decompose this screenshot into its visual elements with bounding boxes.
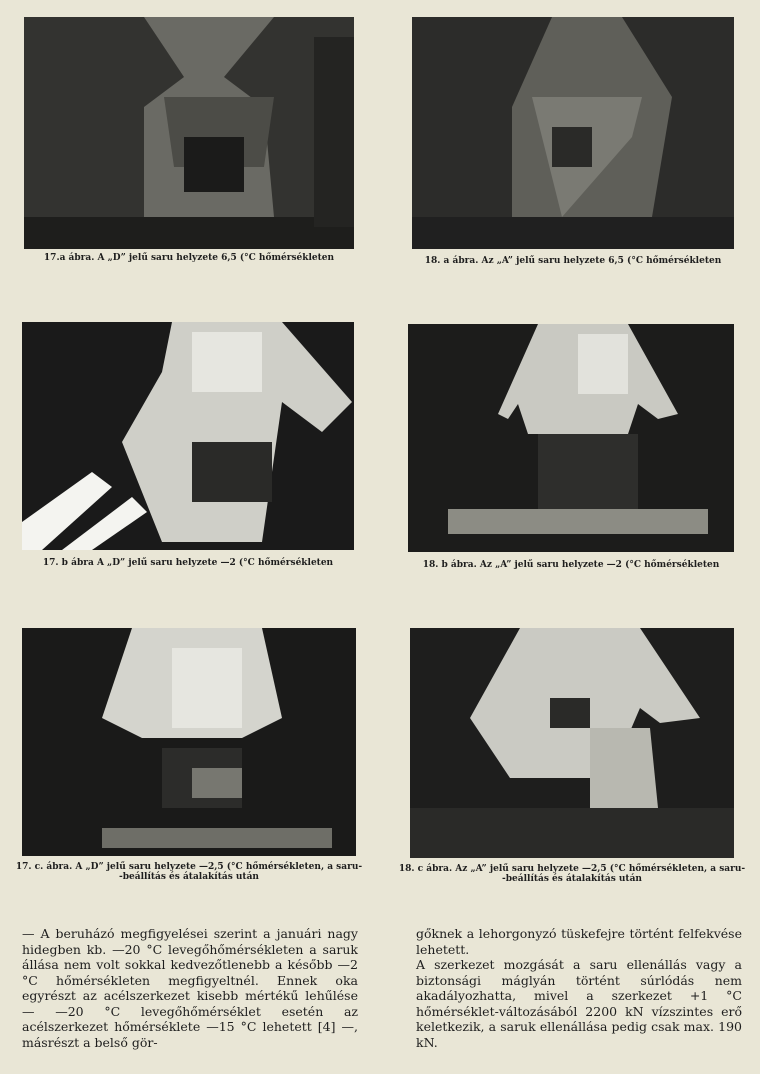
caption-line: 17. b ábra A „D” jelű saru helyzete —2 (°C hőmérsékleten — [42, 558, 334, 568]
figure-18b-caption — [408, 560, 734, 570]
figure-17c-photo — [22, 628, 356, 856]
body-text-left-column — [22, 926, 358, 1050]
figure-18b-photo — [408, 324, 734, 552]
paragraph: — A beruházó megfigyelései szerint a januári nagy hidegben kb. —20 °C levegőhőmérsékleten a saruk állása nem volt sokkal kedvezőtlenebb a később —2 °C hőmérsékleten megfigyeltnél. Ennek oka egyrészt az acélszerkezet kisebb mértékű lehűlése — —20 °C levegőhőmérséklet esetén az acélszerkezet hőmérséklete —15 °C lehetett [4] —, másrészt a belső gör- — [22, 926, 358, 1050]
caption-line: 18. b ábra. Az „A” jelű saru helyzete —2 (°C hőmérsékleten — [422, 560, 720, 570]
body-text-right-column — [416, 926, 742, 1050]
caption-line: -beállítás és átalakítás után — [502, 874, 642, 884]
caption-line: 17. c. ábra. A „D” jelű saru helyzete —2,5 (°C hőmérsékleten, a saru- — [15, 862, 363, 872]
paragraph: gőknek a lehorgonyzó tüskefejre történt felfekvése lehetett. — [416, 926, 742, 957]
caption-line: 18. a ábra. Az „A” jelű saru helyzete 6,5 (°C hőmérsékleten — [424, 256, 722, 266]
figure-18a-caption — [412, 256, 734, 266]
figure-17a-photo — [24, 17, 354, 249]
figure-18c-photo — [410, 628, 734, 858]
caption-line: -beállítás és átalakítás után — [119, 872, 259, 882]
figure-18a-photo — [412, 17, 734, 249]
caption-line: 17.a ábra. A „D” jelű saru helyzete 6,5 (°C hőmérsékleten — [43, 253, 335, 263]
figure-18c-caption — [388, 864, 756, 884]
figure-17c-caption — [8, 862, 370, 882]
figure-17b-photo — [22, 322, 354, 550]
figure-17b-caption — [22, 558, 354, 568]
paragraph: A szerkezet mozgását a saru ellenállás vagy a biztonsági máglyán történt súrlódás nem akadályozhatta, mivel a szerkezet +1 °C hőmérséklet-változásából 2200 kN vízszintes erő keletkezik, a saruk ellenállása pedig csak max. 190 kN. — [416, 957, 742, 1050]
caption-line: 18. c ábra. Az „A” jelű saru helyzete —2,5 (°C hőmérsékleten, a saru- — [398, 864, 746, 874]
figure-17a-caption — [24, 253, 354, 263]
